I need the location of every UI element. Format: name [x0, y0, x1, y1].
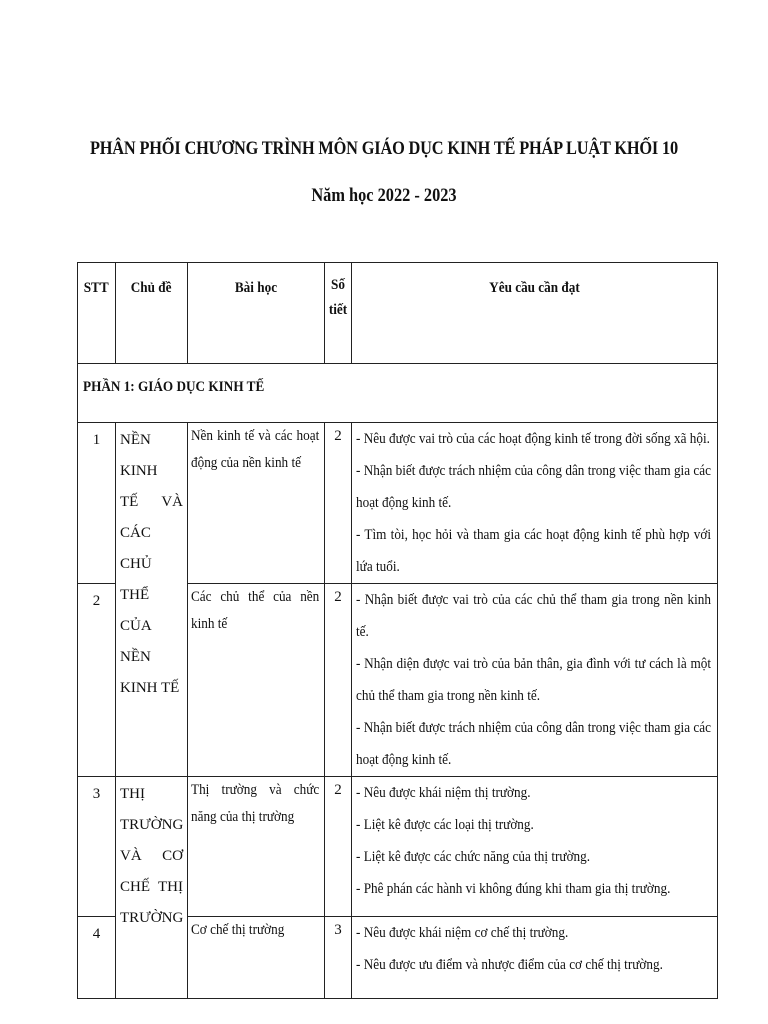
periods-cell: 2 — [325, 777, 352, 917]
section-title: PHẦN 1: GIÁO DỤC KINH TẾ — [78, 364, 718, 423]
header-requirements: Yêu cầu cần đạt — [352, 263, 718, 364]
curriculum-table — [77, 262, 718, 999]
periods-cell: 2 — [325, 584, 352, 777]
requirement-item: - Nêu được khái niệm cơ chế thị trường. — [356, 925, 569, 941]
requirement-item: - Nhận biết được vai trò của các chủ thể tham gia trong nền kinh tế. — [356, 592, 711, 640]
header-lesson: Bài học — [188, 263, 325, 364]
requirements-cell — [352, 584, 718, 777]
requirement-item: - Liệt kê được các chức năng của thị trường. — [356, 849, 591, 865]
table-header-row — [78, 263, 718, 364]
requirement-item: - Nhận biết được trách nhiệm của công dân trong việc tham gia các hoạt động kinh tế. — [356, 463, 711, 511]
document-title: PHÂN PHỐI CHƯƠNG TRÌNH MÔN GIÁO DỤC KINH TẾ PHÁP LUẬT KHỐI 10 — [89, 138, 679, 159]
row-stt: 2 — [78, 584, 116, 777]
lesson-cell: Các chủ thể của nền kinh tế — [188, 584, 325, 777]
header-periods: Số tiết — [325, 263, 352, 364]
row-stt: 1 — [78, 423, 116, 584]
topic-cell: NỀN KINH TẾ VÀ CÁC CHỦ THỂ CỦA NỀN KINH TẾ — [116, 423, 188, 777]
requirement-item: - Phê phán các hành vi không đúng khi tham gia thị trường. — [356, 881, 671, 897]
row-stt: 3 — [78, 777, 116, 917]
school-year: Năm học 2022 - 2023 — [311, 185, 457, 206]
lesson-cell: Nền kinh tế và các hoạt động của nền kinh tế — [188, 423, 325, 584]
requirement-item: - Nêu được khái niệm thị trường. — [356, 785, 531, 801]
header-topic: Chủ đề — [116, 263, 188, 364]
lesson-cell: Cơ chế thị trường — [188, 917, 325, 999]
row-stt: 4 — [78, 917, 116, 999]
requirement-item: - Nêu được vai trò của các hoạt động kinh tế trong đời sống xã hội. — [356, 431, 710, 447]
section-row — [78, 364, 718, 423]
requirements-cell — [352, 917, 718, 999]
requirement-item: - Nhận diện được vai trò của bản thân, gia đình với tư cách là một chủ thể tham gia trong nền kinh tế. — [356, 656, 711, 704]
requirement-item: - Liệt kê được các loại thị trường. — [356, 817, 534, 833]
requirement-item: - Tìm tòi, học hỏi và tham gia các hoạt động kinh tế phù hợp với lứa tuổi. — [356, 527, 711, 575]
topic-cell: THỊ TRƯỜNG VÀ CƠ CHẾ THỊ TRƯỜNG — [116, 777, 188, 999]
lesson-cell: Thị trường và chức năng của thị trường — [188, 777, 325, 917]
table-row — [78, 423, 718, 584]
periods-cell: 3 — [325, 917, 352, 999]
header-stt: STT — [78, 263, 116, 364]
requirements-cell — [352, 423, 718, 584]
requirements-cell — [352, 777, 718, 917]
requirement-item: - Nêu được ưu điểm và nhược điểm của cơ chế thị trường. — [356, 957, 663, 973]
periods-cell: 2 — [325, 423, 352, 584]
requirement-item: - Nhận biết được trách nhiệm của công dân trong việc tham gia các hoạt động kinh tế. — [356, 720, 711, 768]
table-row — [78, 777, 718, 917]
